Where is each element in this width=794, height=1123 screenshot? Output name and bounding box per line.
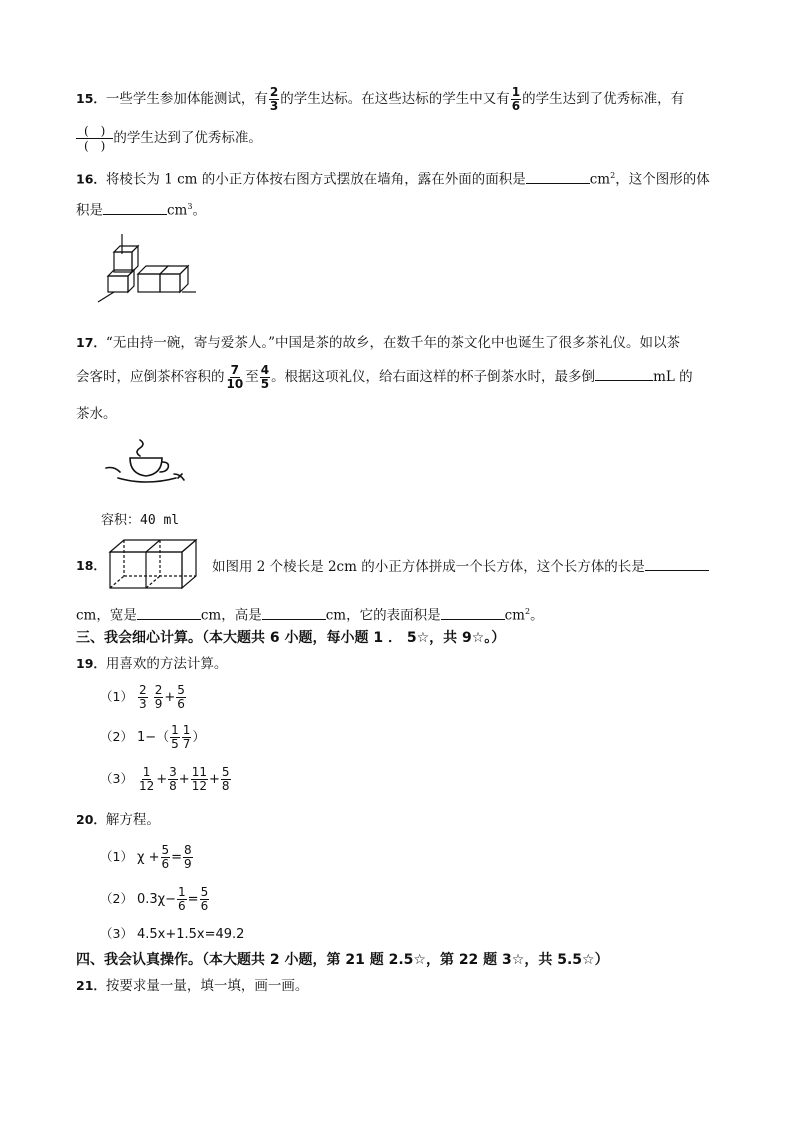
q16-blank-area[interactable]	[526, 169, 590, 184]
q19-expr-2: （2） 1−（ $\frac{1}{5}$ $\frac{1}{7}$ ）	[100, 723, 206, 751]
q17-number: 17	[76, 335, 94, 350]
q18-number-line: 18．	[76, 558, 106, 573]
q17-line3: 茶水。	[76, 406, 117, 422]
q15-fraction-2: $\frac{1}{6}$	[511, 85, 521, 113]
q18-blank-length[interactable]	[645, 556, 709, 571]
q21-number: 21	[76, 978, 94, 993]
two-cubes-figure	[108, 538, 204, 590]
q18-blank-width[interactable]	[137, 605, 201, 620]
tea-cup-icon	[100, 434, 190, 492]
cube-corner-figure	[92, 232, 198, 306]
q15-answer-blank[interactable]: $\frac{( )}{( )}$	[76, 124, 113, 153]
q18-line2: cm，宽是 cm，高是 cm，它的表面积是 $cm^2$。	[76, 602, 544, 626]
q17-line2: 会客时，应倒茶杯容积的 $\frac{7}{10}$ 至 $\frac{4}{5}$ 。根据这项礼仪，给右面这样的杯子倒茶水时，最多倒 mL 的	[76, 363, 693, 391]
q19-number: 19	[76, 656, 94, 671]
q15-line2: $\frac{( )}{( )}$ 的学生达到了优秀标准。	[76, 124, 262, 153]
q17-blank[interactable]	[595, 366, 653, 381]
q21-line: 21．按要求量一量，填一填，画一画。	[76, 978, 309, 994]
q20-expr-1: （1） χ + $\frac{5}{6}$ = $\frac{8}{9}$	[100, 843, 192, 871]
q16-line2: 积是 $cm^3$。	[76, 197, 206, 221]
q17-fraction-2: $\frac{4}{5}$	[260, 363, 270, 391]
q16-blank-volume[interactable]	[103, 200, 167, 215]
q20-number: 20	[76, 812, 94, 827]
q20-expr-3: （3） 4.5x+1.5x=49.2	[100, 926, 245, 942]
q15-fraction-1: $\frac{2}{3}$	[269, 85, 279, 113]
q15-number: 15	[76, 91, 94, 106]
q19-line: 19．用喜欢的方法计算。	[76, 656, 228, 672]
section-3-heading: 三、我会细心计算。（本大题共 6 小题，每小题 1 ． 5☆，共 9☆。）	[76, 630, 506, 646]
q19-expr-3: （3） $\frac{1}{12}$ + $\frac{3}{8}$ + $\frac{11}{12}$ + $\frac{5}{8}$	[100, 765, 230, 793]
q17-fraction-1: $\frac{7}{10}$	[226, 363, 244, 391]
q20-expr-2: （2） 0.3χ− $\frac{1}{6}$ = $\frac{5}{6}$	[100, 885, 209, 913]
q18-line1: 如图用 2 个棱长是 2cm 的小正方体拼成一个长方体，这个长方体的长是	[212, 556, 709, 577]
q20-line: 20．解方程。	[76, 812, 160, 828]
q16-line1: 16．将棱长为 1 cm 的小正方体按右图方式摆放在墙角，露在外面的面积是 $cm^2$，这个图形的体	[76, 166, 710, 190]
q19-expr-1: （1） $\frac{2}{3}$ $\frac{2}{9}$ + $\frac{5}{6}$	[100, 683, 185, 711]
q15-line1: 15．一些学生参加体能测试，有 $\frac{2}{3}$ 的学生达标。在这些达标的学生中又有 $\frac{1}{6}$ 的学生达到了优秀标准，有	[76, 85, 685, 113]
q18-blank-height[interactable]	[262, 605, 326, 620]
q18-blank-surface[interactable]	[441, 605, 505, 620]
q17-line1: 17．“无由持一碗，寄与爱茶人。”中国是茶的故乡，在数千年的茶文化中也诞生了很多茶礼仪。如以茶	[76, 335, 680, 351]
cup-capacity-label: 容积：40 ml	[101, 513, 180, 528]
q16-number: 16	[76, 171, 94, 187]
section-4-heading: 四、我会认真操作。（本大题共 2 小题，第 21 题 2.5☆，第 22 题 3☆，共 5.5☆）	[76, 952, 609, 968]
q18-number: 18	[76, 558, 94, 573]
